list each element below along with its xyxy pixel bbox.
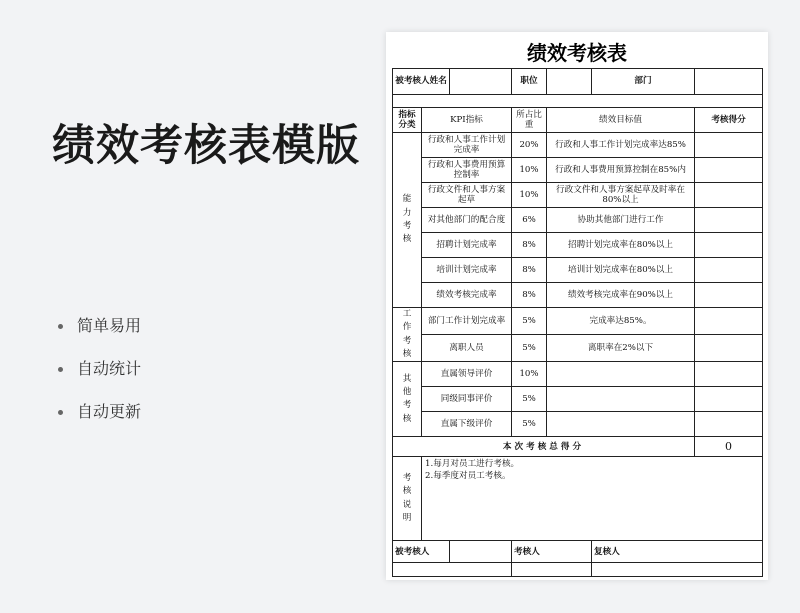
total-label: 本次考核总得分 [393, 437, 695, 457]
feature-label: 简单易用 [77, 316, 142, 335]
notes-label: 考 核 说 明 [393, 457, 422, 541]
department-field[interactable] [695, 69, 763, 95]
spacer-row [393, 95, 763, 108]
bullet-icon [58, 367, 63, 372]
category-cell: 能 力 考 核 [393, 133, 422, 308]
table-row [393, 258, 763, 283]
col-weight: 所占比 重 [512, 108, 547, 133]
target-cell [547, 412, 695, 437]
col-score: 考核得分 [695, 108, 763, 133]
weight-cell: 10% [512, 158, 547, 183]
total-row [393, 437, 763, 457]
weight-cell: 5% [512, 387, 547, 412]
col-target: 绩效目标值 [547, 108, 695, 133]
kpi-cell: 同级同事评价 [422, 387, 512, 412]
department-label: 部门 [592, 69, 695, 95]
target-cell [547, 387, 695, 412]
table-row [393, 283, 763, 308]
page-title: 绩效考核表模版 [52, 121, 360, 171]
weight-cell: 10% [512, 362, 547, 387]
target-cell: 离职率在2%以下 [547, 335, 695, 362]
table-row [393, 183, 763, 208]
signature-blank-row [393, 563, 763, 577]
weight-cell: 8% [512, 258, 547, 283]
kpi-cell: 行政和人事工作计划完成率 [422, 133, 512, 158]
target-cell: 行政文件和人事方案起草及时率在80%以上 [547, 183, 695, 208]
table-row [393, 233, 763, 258]
assessor-signature-space[interactable] [512, 563, 592, 577]
notes-content [422, 457, 763, 541]
feature-label: 自动更新 [77, 402, 142, 421]
table-row [393, 308, 763, 335]
target-cell: 绩效考核完成率在90%以上 [547, 283, 695, 308]
score-cell[interactable] [695, 233, 763, 258]
col-kpi: KPI指标 [422, 108, 512, 133]
target-cell: 完成率达85%。 [547, 308, 695, 335]
score-cell[interactable] [695, 387, 763, 412]
score-cell[interactable] [695, 362, 763, 387]
assessee-name-label: 被考核人姓名 [393, 69, 450, 95]
table-row [393, 387, 763, 412]
score-cell[interactable] [695, 283, 763, 308]
column-header-row [393, 108, 763, 133]
category-cell: 工 作 考 核 [393, 308, 422, 362]
table-row [393, 335, 763, 362]
kpi-cell: 直属下级评价 [422, 412, 512, 437]
assessee-signature-field[interactable] [450, 541, 512, 563]
evaluation-sheet [386, 32, 768, 580]
kpi-cell: 对其他部门的配合度 [422, 208, 512, 233]
weight-cell: 20% [512, 133, 547, 158]
position-field[interactable] [547, 69, 592, 95]
total-score: 0 [695, 437, 763, 457]
weight-cell: 5% [512, 412, 547, 437]
table-row [393, 412, 763, 437]
kpi-cell: 直属领导评价 [422, 362, 512, 387]
score-cell[interactable] [695, 183, 763, 208]
assessee-signature-space[interactable] [393, 563, 512, 577]
category-cell: 其 他 考 核 [393, 362, 422, 437]
score-cell[interactable] [695, 258, 763, 283]
weight-cell: 5% [512, 308, 547, 335]
reviewer-signature-label: 复核人 [592, 541, 763, 563]
score-cell[interactable] [695, 335, 763, 362]
signature-row [393, 541, 763, 563]
position-label: 职位 [512, 69, 547, 95]
notes-row [393, 457, 763, 541]
bullet-icon [58, 410, 63, 415]
feature-list [58, 312, 141, 441]
target-cell: 协助其他部门进行工作 [547, 208, 695, 233]
kpi-cell: 部门工作计划完成率 [422, 308, 512, 335]
assessor-signature-label: 考核人 [512, 541, 592, 563]
table-row [393, 362, 763, 387]
weight-cell: 6% [512, 208, 547, 233]
target-cell: 招聘计划完成率在80%以上 [547, 233, 695, 258]
note-line: 2.每季度对员工考核。 [425, 470, 511, 481]
note-line: 1.每月对员工进行考核。 [425, 459, 520, 470]
evaluation-table [392, 68, 763, 577]
reviewer-signature-space[interactable] [592, 563, 763, 577]
feature-item [58, 398, 141, 441]
target-cell: 行政和人事费用预算控制在85%内 [547, 158, 695, 183]
table-row [393, 133, 763, 158]
bullet-icon [58, 324, 63, 329]
table-row [393, 158, 763, 183]
feature-label: 自动统计 [77, 359, 142, 378]
score-cell[interactable] [695, 133, 763, 158]
weight-cell: 8% [512, 283, 547, 308]
weight-cell: 10% [512, 183, 547, 208]
kpi-cell: 行政文件和人事方案起草 [422, 183, 512, 208]
kpi-cell: 绩效考核完成率 [422, 283, 512, 308]
kpi-cell: 培训计划完成率 [422, 258, 512, 283]
score-cell[interactable] [695, 412, 763, 437]
table-row [393, 208, 763, 233]
weight-cell: 5% [512, 335, 547, 362]
target-cell [547, 362, 695, 387]
score-cell[interactable] [695, 158, 763, 183]
kpi-cell: 离职人员 [422, 335, 512, 362]
col-category: 指标 分类 [393, 108, 422, 133]
header-row [393, 69, 763, 95]
kpi-cell: 行政和人事费用预算控制率 [422, 158, 512, 183]
feature-item [58, 355, 141, 398]
kpi-cell: 招聘计划完成率 [422, 233, 512, 258]
feature-item [58, 312, 141, 355]
sheet-title: 绩效考核表 [527, 41, 627, 65]
assessee-name-field[interactable] [450, 69, 512, 95]
weight-cell: 8% [512, 233, 547, 258]
target-cell: 行政和人事工作计划完成率达85% [547, 133, 695, 158]
score-cell[interactable] [695, 208, 763, 233]
target-cell: 培训计划完成率在80%以上 [547, 258, 695, 283]
assessee-signature-label: 被考核人 [393, 541, 450, 563]
score-cell[interactable] [695, 308, 763, 335]
